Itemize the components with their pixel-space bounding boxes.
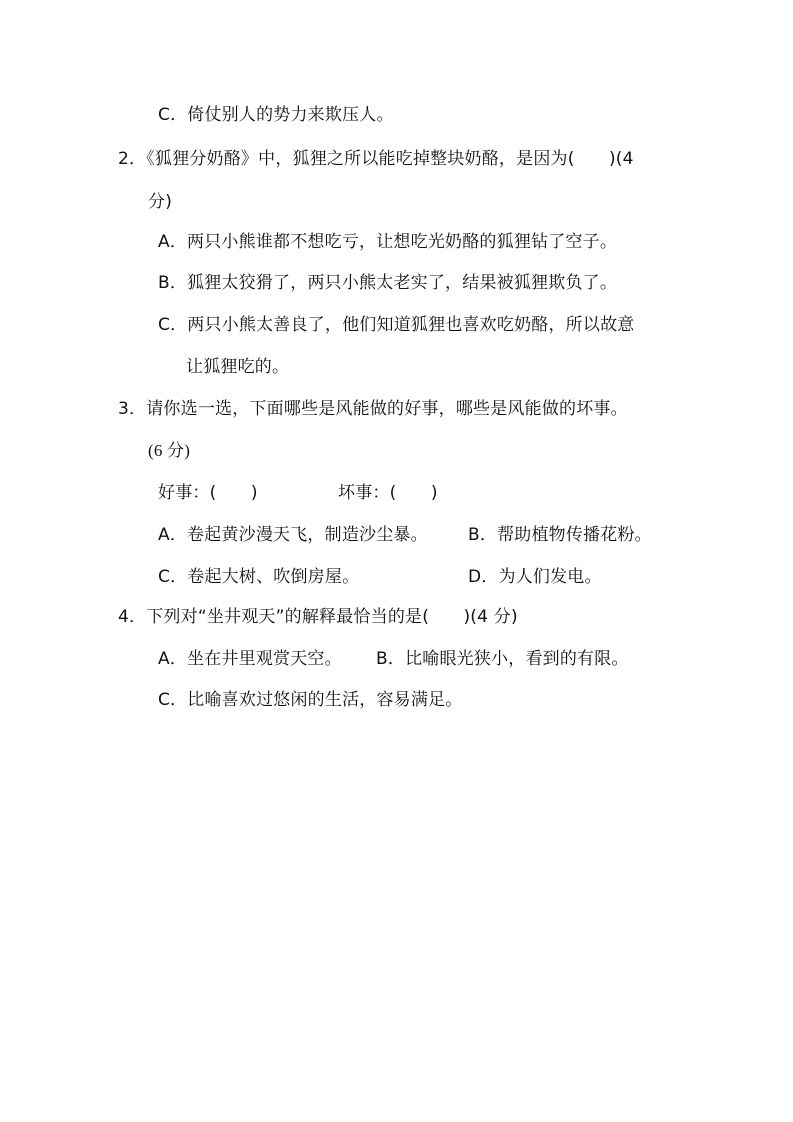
- q4-option-b: B．比喻眼光狭小，看到的有限。: [376, 649, 629, 669]
- q2-option-c-line1: C．两只小熊太善良了，他们知道狐狸也喜欢吃奶酪，所以故意: [158, 315, 635, 335]
- q3-stem-line1: 3．请你选一选，下面哪些是风能做的好事，哪些是风能做的坏事。: [118, 399, 628, 419]
- q2-option-a: A．两只小熊谁都不想吃亏，让想吃光奶酪的狐狸钻了空子。: [158, 232, 618, 252]
- q3-option-b: B．帮助植物传播花粉。: [468, 525, 652, 545]
- q1-option-c: C．倚仗别人的势力来欺压人。: [158, 105, 394, 125]
- q3-stem-line2: (6 分): [148, 441, 191, 460]
- q3-good-label: 好事：( ): [158, 483, 258, 503]
- q3-option-a: A．卷起黄沙漫天飞，制造沙尘暴。: [158, 525, 428, 545]
- q4-option-c: C．比喻喜欢过悠闲的生活，容易满足。: [158, 690, 463, 710]
- q3-option-d: D．为人们发电。: [468, 567, 602, 587]
- q3-option-c: C．卷起大树、吹倒房屋。: [158, 567, 360, 587]
- q4-stem: 4．下列对“坐井观天”的解释最恰当的是( )(4 分): [118, 607, 518, 627]
- q2-option-b: B．狐狸太狡猾了，两只小熊太老实了，结果被狐狸欺负了。: [158, 273, 618, 293]
- q2-stem-line2: 分): [148, 192, 173, 212]
- q4-option-a: A．坐在井里观赏天空。: [158, 649, 342, 669]
- q2-option-c-line2: 让狐狸吃的。: [186, 357, 290, 377]
- q3-bad-label: 坏事：( ): [338, 483, 438, 503]
- q2-stem-line1: 2．《狐狸分奶酪》中，狐狸之所以能吃掉整块奶酪，是因为( )(4: [118, 149, 634, 169]
